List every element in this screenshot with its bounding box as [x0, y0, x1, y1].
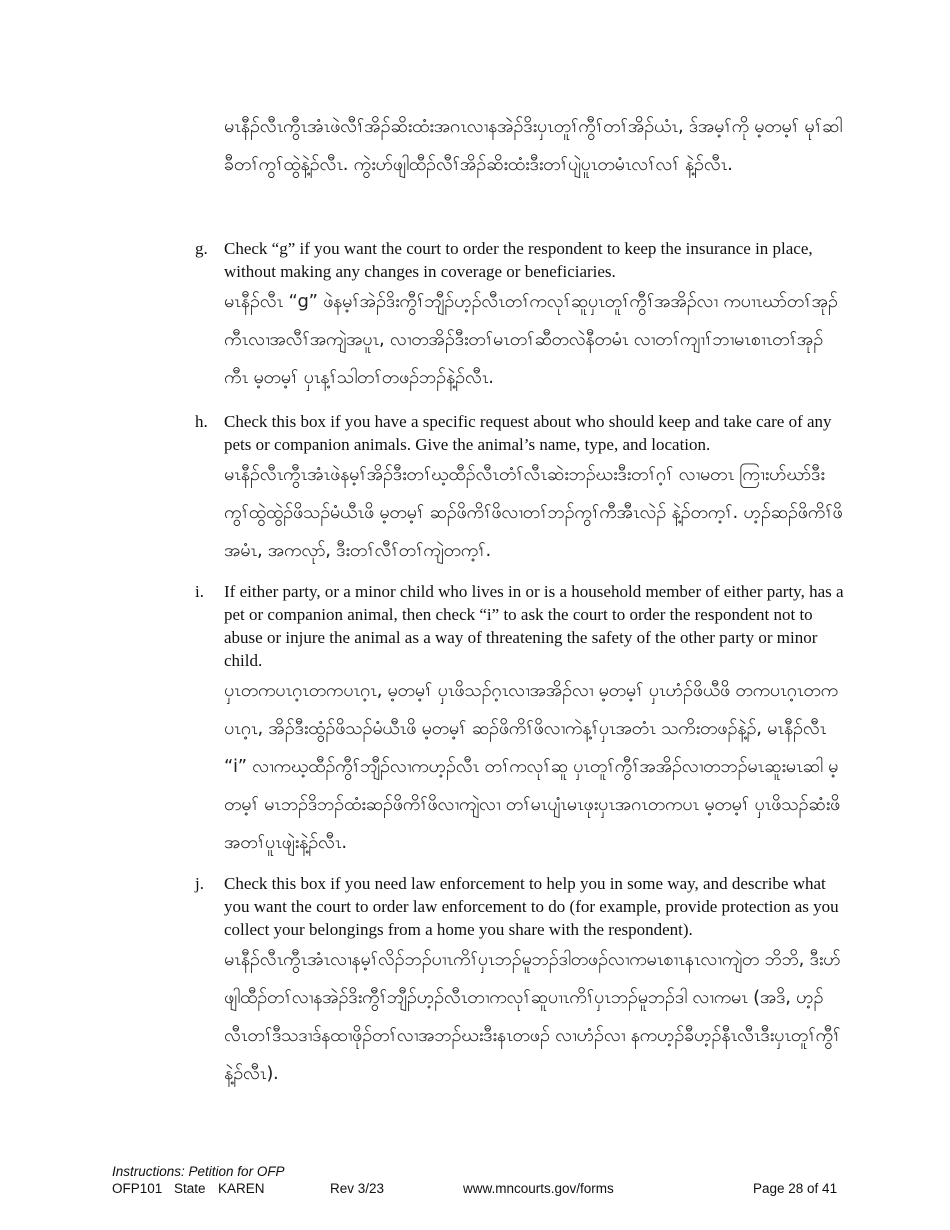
item-letter: i. [195, 582, 204, 601]
page-footer [112, 1163, 842, 1197]
footer-state: State [174, 1181, 206, 1196]
item-letter: j. [195, 874, 204, 893]
item-karen-text: မၤနီၣ်လီၤကွီၤအံၤလၢနမ့ၢ်လိၣ်ဘၣ်ပၢၤကိၢ်ပှၤဘၣ်မူဘၣ်ဒါတဖၣ်လၢကမၤစၢၤနၤလၢကျဲတ ဘိဘိ, ဒီးဟ်ဖျါထီၣ်တၢ်လၢနအဲၣ်ဒိးကွီၢ်ဘျီၣ်ဟ့ၣ်လီၤတၢကလုၢ်ဆူပၢၤကိၢ်ပှၤဘၣ်မူဘၣ်ဒါ လၢကမၤ (အဒိ, ဟ့ၣ်လီၤတၢ်ဒီသဒၢဒ်နထၢဖိုၣ်တၢ်လၢအဘၣ်ဃးဒီးနၤတဖၣ် လၢဟံၣ်လၢ နကဟ့ၣ်ခီဟ့ၣ်နီၤလီၤဒီးပှၤတူၢ်ကွီၢ်နဲ့ၣ်လီၤ). [224, 949, 841, 1084]
item-karen-text: မၤနီၣ်လီၤ “g” ဖဲနမ့ၢ်အဲၣ်ဒိးကွီၢ်ဘျီၣ်ဟ့ၣ်လီၤတၢ်ကလုၢ်ဆူပှၤတူၢ်ကွီၢ်အအိၣ်လၢ ကပၢၤဃာ်တၢ်အုၣ်ကီၤလၢအလီၢ်အကျဲအပူၤ, လၢတအိၣ်ဒီးတၢ်မၤတၢ်ဆီတလဲနီတမံၤ လၢတၢ်ကျၢၢ်ဘၢမၤစၢၤတၢ်အုၣ်ကီၤ မ့တမ့ၢ် ပှၤန့ၢ်သါတၢ်တဖၣ်ဘၣ်နဲ့ၣ်လီၤ. [224, 291, 838, 388]
item-english-text: Check this box if you need law enforcement to help you in some way, and describe what you want the court to order law enforcement to do (for example, provide protection as you collect your belongings from a home you share with the respondent). [224, 874, 839, 939]
footer-revision: Rev 3/23 [330, 1181, 385, 1196]
footer-page-number: Page 28 of 41 [753, 1181, 838, 1196]
list-item-j [195, 872, 845, 1093]
footer-language: KAREN [218, 1181, 265, 1196]
item-karen-text: ပှၤတကပၤဂ့ၤတကပၤဂ့ၤ, မ့တမ့ၢ် ပှၤဖိသၣ်ဂ့ၤလၢအအိၣ်လၢ မ့တမ့ၢ် ပှၤဟံၣ်ဖိယီဖိ တကပၤဂ့ၤတကပၤဂ့ၤ, အိၣ်ဒီးထွံၣ်ဖိသၣ်မံယီၤဖိ မ့တမ့ၢ် ဆၣ်ဖိကိၢ်ဖိလၢကဲန့ၢ်ပှၤအတံၤ သကိးတဖၣ်နဲ့ၣ်, မၤနီၣ်လီၤ “i” လၢကဃ့ထီၣ်ကွီၢ်ဘျီၣ်လၢကဟ့ၣ်လီၤ တၢ်ကလုၢ်ဆူ ပှၤတူၢ်ကွီၢ်အအိၣ်လၢတဘၣ်မၤဆူးမၤဆါ မ့တမ့ၢ် မၤဘၣ်ဒိဘၣ်ထံးဆၣ်ဖိကိၢ်ဖိလၢကျဲလၢ တၢ်မၤပျံၤမၤဖုးပှၤအဂၤတကပၤ မ့တမ့ၢ် ပှၤဖိသၣ်ဆံးဖိအတၢ်ပူၤဖျဲးနဲ့ၣ်လီၤ. [224, 680, 840, 853]
footer-url: www.mncourts.gov/forms [463, 1181, 614, 1196]
list-item-h [195, 410, 845, 570]
list-item-g [195, 237, 845, 397]
item-letter: g. [195, 239, 208, 258]
footer-title: Instructions: Petition for OFP [112, 1164, 285, 1179]
item-letter: h. [195, 412, 208, 431]
item-english-text: Check this box if you have a specific request about who should keep and take care of any pets or companion animals. Give the animal’s name, type, and location. [224, 412, 832, 454]
item-english-text: Check “g” if you want the court to order the respondent to keep the insurance in place, without making any changes in coverage or beneficiaries. [224, 239, 813, 281]
item-karen-text: မၤနီၣ်လီၤကွီၤအံၤဖဲနမ့ၢ်အိၣ်ဒီးတၢ်ဃ့ထီၣ်လီၤတံၢ်လီၤဆဲးဘၣ်ဃးဒီးတၢ်ဂ့ၢ် လၢမတၤ ကြၢးဟ်ဃာ်ဒီးကွၢ်ထွဲထွဲၣ်ဖိသၣ်မံယီၤဖိ မ့တမ့ၢ် ဆၣ်ဖိကိၢ်ဖိလၢတၢ်ဘၣ်ကွၢ်ကီအီၤလဲၣ် နဲ့ၣ်တက့ၢ်. ဟ့ၣ်ဆၣ်ဖိကိၢ်ဖိအမံၤ, အကလုာ်, ဒီးတၢ်လီၢ်တၢ်ကျဲတက့ၢ်. [224, 464, 843, 561]
item-english-text: If either party, or a minor child who lives in or is a household member of either party, has a pet or companion animal, then check “i” to ask the court to order the respondent not to abuse or injure the animal as a way of threatening the safety of the other party or minor child. [224, 582, 844, 670]
footer-info-row [112, 1180, 842, 1197]
footer-form-number: OFP101 [112, 1181, 163, 1196]
intro-karen-text: မၤနီၣ်လီၤကွီၤအံၤဖဲလီၢ်အိၣ်ဆိးထံးအဂၤလၢနအဲၣ်ဒိးပှၤတူၢ်ကွီၢ်တၢ်အိၣ်ယံၤ, ဒ်အမ့ၢ်ကို မ့တမ့ၢ် မုၢ်ဆါခီတၢ်ကွၢ်ထွဲနဲ့ၣ်လီၤ. ကွဲးဟ်ဖျါထီၣ်လီၢ်အိၣ်ဆိးထံးဒီးတၢ်ပျဲပူၤတမံၤလၢ်လၢ် နဲ့ၣ်လီၤ. [224, 116, 843, 175]
list-item-i [195, 580, 845, 862]
